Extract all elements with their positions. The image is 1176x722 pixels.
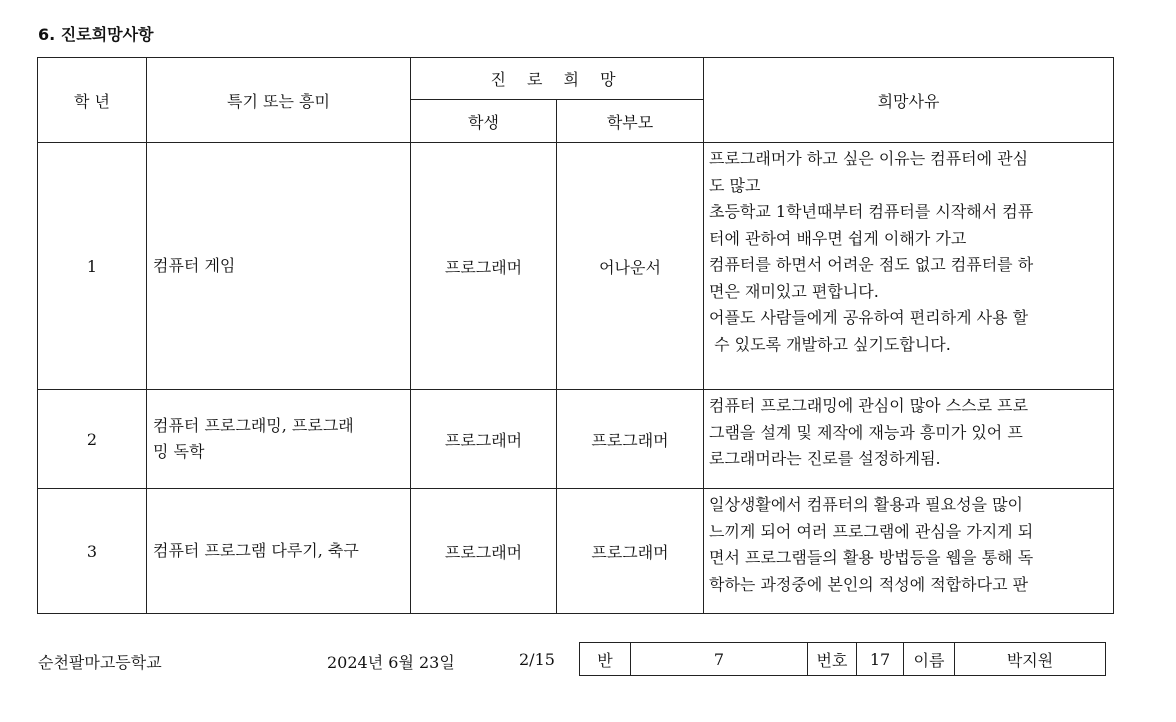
page-number: 2/15: [519, 650, 555, 669]
talent-cell: 컴퓨터 게임: [147, 143, 411, 390]
talent-cell: [147, 390, 411, 489]
number-value: 17: [857, 643, 904, 676]
header-student: 학생: [411, 100, 557, 143]
reason-line: 컴퓨터를 하면서 어려운 점도 없고 컴퓨터를 하: [709, 255, 1034, 274]
reason-line: 느끼게 되어 여러 프로그램에 관심을 가지게 되: [709, 521, 1034, 541]
reason-line: 로그래머라는 진로를 설정하게됨.: [709, 449, 941, 468]
header-parent: 학부모: [557, 100, 704, 143]
parent-hope-cell: 어나운서: [557, 143, 704, 390]
reason-line: 학하는 과정중에 본인의 적성에 적합하다고 판: [709, 574, 1029, 594]
reason-line: 프로그래머가 하고 싶은 이유는 컴퓨터에 관심: [709, 149, 1029, 168]
class-label: 반: [580, 643, 631, 676]
section-title: 6. 진로희망사항: [38, 25, 154, 44]
page-footer: [0, 642, 1176, 678]
student-hope-cell: 프로그래머: [411, 489, 557, 614]
reason-line: 면서 프로그램들의 활용 방법등을 웹을 통해 독: [709, 548, 1034, 567]
career-table: [37, 57, 1114, 614]
number-label: 번호: [808, 643, 857, 676]
reason-cell: [704, 143, 1114, 390]
student-hope-cell: 프로그래머: [411, 143, 557, 390]
parent-hope-cell: 프로그래머: [557, 390, 704, 489]
reason-line: 도 많고: [709, 175, 761, 195]
grade-cell: 3: [38, 489, 147, 614]
talent-line: 밍 독학: [153, 442, 205, 461]
reason-line: 그램을 설계 및 제작에 재능과 흥미가 있어 프: [709, 422, 1023, 442]
name-value: 박지원: [955, 643, 1106, 676]
school-name: 순천팔마고등학교: [38, 653, 162, 672]
parent-hope-cell: 프로그래머: [557, 489, 704, 614]
table-row: [38, 489, 1114, 614]
reason-line: 컴퓨터 프로그래밍에 관심이 많아 스스로 프로: [709, 396, 1029, 415]
talent-line: 컴퓨터 프로그래밍, 프로그래: [153, 416, 354, 435]
reason-line: 어플도 사람들에게 공유하여 편리하게 사용 할: [709, 308, 1029, 327]
header-career: 진 로 희 망: [411, 58, 704, 100]
student-info-table: [579, 642, 1106, 676]
header-talent: 특기 또는 흥미: [147, 58, 411, 143]
student-hope-cell: 프로그래머: [411, 390, 557, 489]
header-reason: 희망사유: [704, 58, 1114, 143]
reason-line: 수 있도록 개발하고 싶기도합니다.: [709, 334, 951, 354]
reason-line: 면은 재미있고 편합니다.: [709, 281, 879, 301]
header-row: [38, 58, 1114, 100]
table-row: [38, 143, 1114, 390]
reason-line: 터에 관하여 배우면 쉽게 이해가 가고: [709, 228, 967, 248]
reason-cell: [704, 390, 1114, 489]
header-grade: 학 년: [38, 58, 147, 143]
talent-cell: 컴퓨터 프로그램 다루기, 축구: [147, 489, 411, 614]
class-value: 7: [631, 643, 808, 676]
grade-cell: 1: [38, 143, 147, 390]
name-label: 이름: [904, 643, 955, 676]
reason-line: 초등학교 1학년때부터 컴퓨터를 시작해서 컴퓨: [709, 202, 1034, 221]
reason-cell: [704, 489, 1114, 614]
print-date: 2024년 6월 23일: [327, 653, 455, 672]
reason-line: 일상생활에서 컴퓨터의 활용과 필요성을 많이: [709, 495, 1024, 514]
table-row: [38, 390, 1114, 489]
grade-cell: 2: [38, 390, 147, 489]
